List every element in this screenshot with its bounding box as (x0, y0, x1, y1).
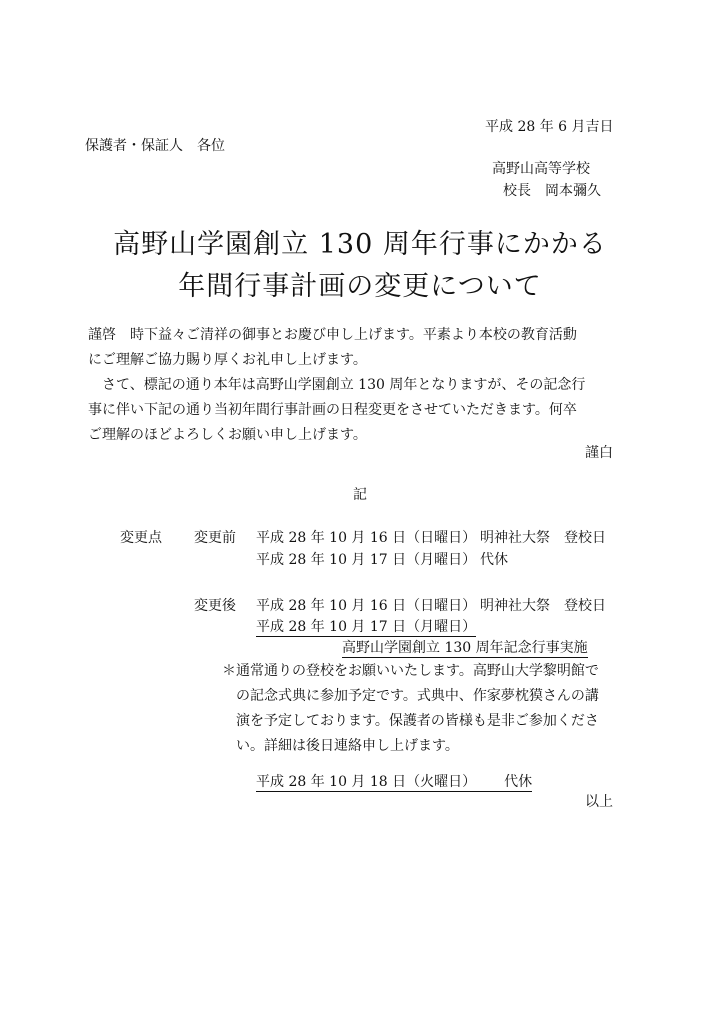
before-event: 代休 (480, 552, 508, 568)
school-name: 高野山高等学校 (492, 161, 590, 177)
note-line: い。詳細は後日連絡申し上げます。 (236, 738, 459, 754)
after-date: 平成 28 年 10 月 18 日（火曜日） (256, 774, 477, 790)
makeup-holiday-row (256, 775, 532, 792)
body-line: ご理解のほどよろしくお願い申し上げます。 (88, 427, 367, 443)
body-line: さて、標記の通り本年は高野山学園創立 130 周年となりますが、その記念行 (88, 377, 586, 393)
recipient: 保護者・保証人 各位 (85, 138, 225, 154)
changes-label: 変更点 (120, 530, 162, 546)
before-date: 平成 28 年 10 月 17 日（月曜日） (256, 552, 477, 568)
before-event: 明神社大祭 登校日 (480, 530, 606, 546)
after-date: 平成 28 年 10 月 16 日（日曜日） (256, 598, 477, 614)
after-label: 変更後 (194, 598, 236, 614)
principal-name: 校長 岡本彌久 (503, 183, 601, 199)
before-date: 平成 28 年 10 月 16 日（日曜日） (256, 530, 477, 546)
body-line: 謹啓 時下益々ご清祥の御事とお慶び申し上げます。平素より本校の教育活動 (88, 327, 577, 343)
after-date-underlined: 平成 28 年 10 月 17 日（月曜日） (256, 619, 477, 635)
note-line: 演を予定しております。保護者の皆様も是非ご参加くださ (236, 713, 599, 729)
anniversary-event-underlined: 高野山学園創立 130 周年記念行事実施 (342, 640, 588, 656)
after-event: 明神社大祭 登校日 (480, 598, 606, 614)
title-line-2: 年間行事計画の変更について (178, 271, 542, 302)
ki-heading: 記 (353, 487, 367, 503)
note-line: の記念式典に参加予定です。式典中、作家夢枕獏さんの講 (236, 688, 599, 704)
before-label: 変更前 (194, 530, 236, 546)
title-line-1: 高野山学園創立 130 周年行事にかかる (113, 229, 607, 260)
closing-word: 謹白 (585, 445, 613, 461)
body-line: にご理解ご協力賜り厚くお礼申し上げます。 (88, 352, 367, 368)
after-event: 代休 (504, 774, 533, 790)
end-word: 以上 (585, 794, 613, 810)
note-line: ＊通常通りの登校をお願いいたします。高野山大学黎明館で (222, 663, 599, 679)
body-line: 事に伴い下記の通り当初年間行事計画の日程変更をさせていただきます。何卒 (88, 402, 577, 418)
issue-date: 平成 28 年 6 月吉日 (485, 119, 614, 135)
